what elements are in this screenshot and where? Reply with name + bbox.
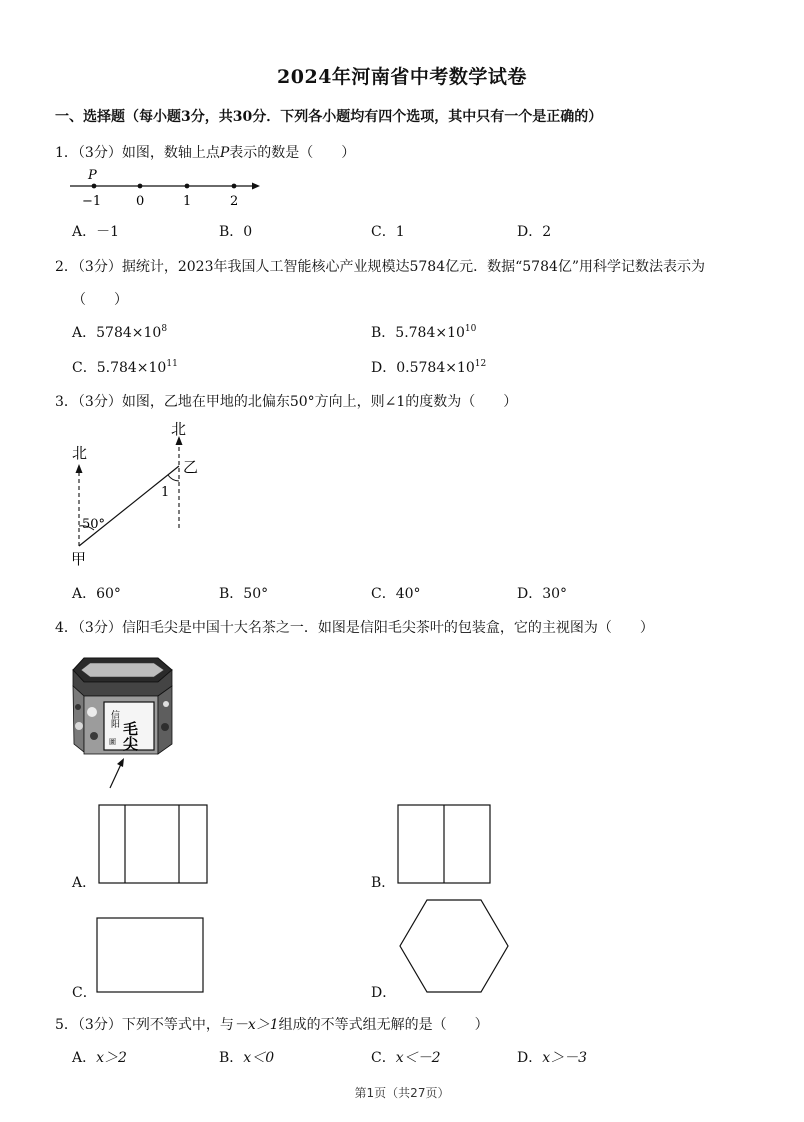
front-view-rect <box>99 805 207 883</box>
hexagon-view <box>400 900 508 992</box>
option-label: D． <box>371 360 397 376</box>
point-p <box>92 184 97 189</box>
box-side-left <box>73 686 84 752</box>
question-4 <box>55 617 654 637</box>
option-d-figure[interactable] <box>398 898 510 996</box>
decor-dot <box>90 732 98 740</box>
option-a[interactable] <box>72 1047 127 1067</box>
question-number: 3． <box>55 394 78 410</box>
option-c[interactable]: C．1 <box>371 224 405 240</box>
question-text: 如图，乙地在甲地的北偏东50°方向上，则∠1的度数为（ ） <box>121 394 518 410</box>
option-expression: x＞－3 <box>542 1050 588 1066</box>
tea-box-image <box>70 652 180 794</box>
question-text: 下列不等式中，与 <box>121 1017 234 1033</box>
section-heading: 一、选择题（每小题3分，共30分．下列各小题均有四个选项，其中只有一个是正确的） <box>55 109 603 125</box>
number-line-figure <box>62 164 272 212</box>
question-text: 信阳毛尖是中国十大名茶之一．如图是信阳毛尖茶叶的包装盒，它的主视图为（ ） <box>121 620 654 636</box>
arrow-icon <box>76 464 83 473</box>
question-text: 表示的数是（ ） <box>229 145 356 161</box>
tick-point <box>138 184 143 189</box>
direction-figure <box>64 418 214 570</box>
option-d[interactable] <box>371 357 486 377</box>
option-b[interactable] <box>219 1047 274 1067</box>
angle-label: 1 <box>161 485 170 500</box>
box-label-small-text: 信阳 <box>109 710 119 728</box>
front-view-rect <box>97 918 203 992</box>
option-exponent: 8 <box>161 324 168 334</box>
option-base: 5784×10 <box>96 325 162 341</box>
option-d[interactable] <box>517 1047 587 1067</box>
page-title: 2024年河南省中考数学试卷 <box>277 66 527 88</box>
option-exponent: 12 <box>474 359 487 369</box>
question-number: 2． <box>55 259 78 275</box>
tick-label: 0 <box>136 194 145 209</box>
angle-label: 50° <box>82 517 106 532</box>
point-label: P <box>88 168 97 183</box>
north-label: 北 <box>72 444 88 462</box>
option-d[interactable]: D．30° <box>517 586 568 602</box>
question-expression: －x＞1 <box>233 1017 279 1033</box>
box-seal: 圖 <box>109 738 116 746</box>
decor-dot <box>163 701 169 707</box>
option-b[interactable] <box>371 322 476 342</box>
option-label: C． <box>72 360 97 376</box>
option-b[interactable]: B．50° <box>219 586 269 602</box>
point-label: 乙 <box>183 458 199 476</box>
arrow-icon <box>252 183 260 190</box>
north-label: 北 <box>171 420 187 438</box>
tick-point <box>185 184 190 189</box>
option-label: A． <box>72 1050 97 1066</box>
option-label: A． <box>72 325 97 341</box>
option-c-figure[interactable] <box>95 916 207 996</box>
option-label: C． <box>371 1050 396 1066</box>
question-1 <box>55 142 355 162</box>
option-a[interactable]: A．60° <box>72 586 121 602</box>
view-arrow-line <box>110 762 122 788</box>
option-a[interactable]: A．－1 <box>72 224 120 240</box>
question-5 <box>55 1014 489 1034</box>
tick-label: 2 <box>230 194 239 209</box>
question-text: 如图，数轴上点 <box>121 145 220 161</box>
option-expression: x＜－2 <box>395 1050 441 1066</box>
question-number: 1． <box>55 145 78 161</box>
box-label-big-text: 毛尖 <box>121 721 139 751</box>
question-3 <box>55 391 517 411</box>
question-score: （3分） <box>77 1017 122 1033</box>
option-c[interactable]: C． <box>72 985 97 1001</box>
option-label: B． <box>219 1050 244 1066</box>
tick-label: −1 <box>82 194 102 209</box>
option-label: D． <box>517 1050 543 1066</box>
option-expression: x＞2 <box>96 1050 127 1066</box>
decor-dot <box>75 704 81 710</box>
question-number: 4． <box>55 620 78 636</box>
option-exponent: 11 <box>166 359 178 369</box>
option-base: 5.784×10 <box>96 360 167 376</box>
option-exponent: 10 <box>464 324 477 334</box>
option-c[interactable] <box>371 1047 441 1067</box>
question-score: （3分） <box>77 145 122 161</box>
question-number: 5． <box>55 1017 78 1033</box>
option-c[interactable] <box>72 357 178 377</box>
option-b-figure[interactable] <box>396 803 494 887</box>
decor-dot <box>161 723 169 731</box>
question-score: （3分） <box>77 394 122 410</box>
question-2 <box>55 256 705 276</box>
option-label: B． <box>371 325 396 341</box>
question-score: （3分） <box>77 259 122 275</box>
connecting-line <box>79 466 179 546</box>
option-c[interactable]: C．40° <box>371 586 421 602</box>
decor-dot <box>75 722 83 730</box>
option-a-figure[interactable] <box>97 803 211 887</box>
tick-point <box>232 184 237 189</box>
angle-arc-1 <box>168 475 179 481</box>
tick-label: 1 <box>183 194 192 209</box>
page-footer: 第1页（共27页） <box>354 1086 450 1100</box>
question-score: （3分） <box>77 620 122 636</box>
question-paren: （ ） <box>72 292 128 308</box>
box-side-right <box>158 686 172 754</box>
decor-dot <box>87 707 97 717</box>
question-text: 据统计，2023年我国人工智能核心产业规模达5784亿元．数据“5784亿”用科学记数法表示为 <box>121 259 706 275</box>
option-b[interactable]: B． <box>371 875 396 891</box>
question-text: 组成的不等式组无解的是（ ） <box>278 1017 489 1033</box>
option-d[interactable]: D． <box>371 985 397 1001</box>
option-b[interactable]: B．0 <box>219 224 253 240</box>
option-a[interactable]: A． <box>72 875 97 891</box>
box-lid-pattern <box>81 663 164 677</box>
option-a[interactable] <box>72 322 167 342</box>
arrow-icon <box>117 758 124 767</box>
option-expression: x＜0 <box>243 1050 275 1066</box>
option-base: 0.5784×10 <box>396 360 475 376</box>
option-d[interactable]: D．2 <box>517 224 552 240</box>
option-base: 5.784×10 <box>395 325 465 341</box>
question-variable: P <box>219 145 230 161</box>
point-label: 甲 <box>71 550 87 568</box>
